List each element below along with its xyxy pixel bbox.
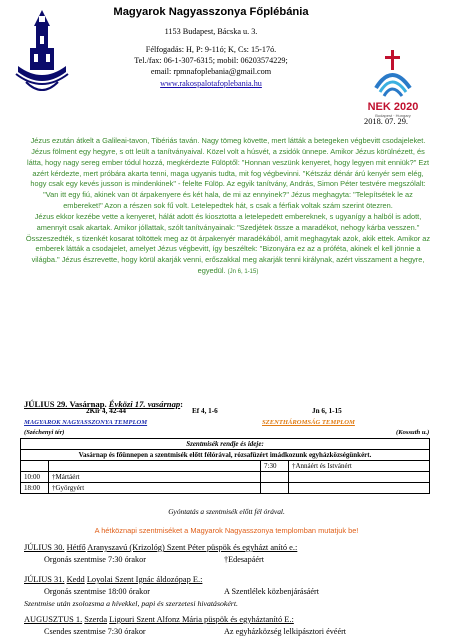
day-heading-3: [24, 615, 294, 624]
row-intention-1: †Mártáért: [49, 472, 261, 483]
bulletin-date: 2018. 07. 29.: [364, 117, 408, 126]
church-1-place: (Széchenyi tér): [24, 429, 65, 436]
row-time-1: [21, 461, 49, 472]
day-1-saint: Aranyszavú (Krizológ) Szent Péter püspök és egyházt anító e.:: [87, 543, 298, 552]
sunday-heading: JÚLIUS 29. Vasárnap. Évközi 17. vasárnap:: [24, 399, 184, 409]
email-line: email: rpmnafoplebania@gmail.com: [150, 67, 272, 77]
day-3-mass: [44, 627, 347, 636]
day-3-intention: Az egyházközség lelkipásztori évéért: [224, 627, 347, 636]
day-2-saint: Loyolai Szent Ignác áldozópap E.:: [86, 575, 203, 584]
day-3-saint: Ligouri Szent Alfonz Mária püspök és egyháztanító E.:: [109, 615, 294, 624]
row-time-1: 18:00: [21, 483, 49, 494]
day-3-day: Szerda: [84, 615, 108, 624]
nek-2020-logo: [358, 48, 428, 128]
day-heading-2: [24, 575, 202, 584]
gospel-reference: (Jn 6, 1-15): [227, 269, 259, 276]
nek-logo-text: NEK 2020: [367, 101, 419, 113]
row-intention-1: [49, 461, 261, 472]
confession-note: Gyóntatás a szentmisék előtt fél órával.: [168, 507, 285, 516]
table-title: Szentmisék rendje és ideje:: [21, 439, 430, 450]
reading-3: Jn 6, 1-15: [312, 407, 342, 415]
gospel-paragraph-2-text: Jézus ekkor kezébe vette a kenyeret, hálát adott és kiosztotta a letelepedett embereknek, s ugyanígy a halból is adott, amennyit csak akartak. Amikor jóllattak, szólt tanítványainak: "Szedjétek össze a maradékot, nehogy kárba vesszen." Összeszedték, s tizenkét kosarat töltöttek meg az öt árpakenyér maradékából, amit meghagytak azok, akik ettek. Amikor az emberek látták a csodajelet, amelyet Jézus végbevitt, így beszéltek: "Bizonyára ez az a próféta, akinek el kell jönnie a világba." Jézus észrevette, hogy körül akarják venni, erőszakkal meg akarják tenni királynak, azért visszament a hegyre, egyedül.: [25, 211, 431, 276]
day-3-mass-label: Csendes szentmise 7:30 órakor: [44, 627, 146, 636]
gospel-paragraph-2: [24, 212, 432, 278]
table-note: Vasárnap és főünnepen a szentmisék előtt félórával, rózsafüzért imádkozunk egyházközségünkért.: [21, 450, 430, 461]
day-3-date: AUGUSZTUS 1.: [24, 615, 83, 624]
table-row: [21, 461, 430, 472]
row-intention-2: †Annáért és Istvánért: [289, 461, 430, 472]
gospel-paragraph-1: Jézus ezután átkelt a Galileai-tavon, Tibériás taván. Nagy tömeg követte, mert látták a betegeken végbevitt csodajeleket. Jézus fölment egy hegyre, s ott leült a tanítványaival. Közel volt a húsvét, a zsidók ünnepe. Amikor Jézus körülnézett, és látta, hogy nagy sereg ember tódul hozzá, megkérdezte Fülöptől: "Honnan veszünk kenyeret, hogy legyen mit enniük?" Ezt azért kérdezte, mert próbára akarta tenni, maga ugyanis tudta, mit fog végbevinni. "Kétszáz dénár árú kenyér sem elég, hogy csak egy kevés jusson is mindenkinek" - felelte Fülöp. Az egyik tanítvány, András, Simon Péter testvére megszólalt: "Van itt egy fiú, akinek van öt árpakenyere és két hala, de mi az ennyinek?" Jézus meghagyta: "Telepítsétek le az embereket!" Azon a részen sok fű volt. Letelepedtek hát, s csak a férfiak voltak szám szerint ötezren.: [26, 136, 430, 211]
table-row: [21, 483, 430, 494]
sunday-feast: Évközi 17. vasárnap: [108, 399, 181, 409]
day-2-mass: [44, 587, 320, 596]
row-time-1: 10:00: [21, 472, 49, 483]
parish-title: Magyarok Nagyasszonya Főplébánia: [113, 6, 309, 18]
reading-1: 2Kir 4, 42-44: [86, 407, 126, 415]
day-1-day: Hétfő: [66, 543, 86, 552]
day-1-date: JÚLIUS 30.: [24, 543, 65, 552]
day-2-note: Szentmise után zsolozsma a hívekkel, papi és szerzetesi hivatásokért.: [24, 599, 238, 608]
row-intention-2: [289, 483, 430, 494]
day-2-mass-label: Orgonás szentmise 18:00 órakor: [44, 587, 151, 596]
parish-header: [82, 4, 340, 89]
row-intention-1: †Györgyért: [49, 483, 261, 494]
mass-schedule-table: [20, 438, 430, 494]
weekday-note: A hétköznapi szentmiséket a Magyarok Nagyasszonya templomban mutatjuk be!: [94, 526, 359, 535]
sunday-date: JÚLIUS 29. Vasárnap: [24, 399, 105, 409]
church-2-place: (Kossuth u.): [396, 429, 430, 436]
church-1-name: MAGYAROK NAGYASSZONYA TEMPLOM: [24, 419, 148, 426]
website-link[interactable]: www.rakospalotafoplebania.hu: [160, 78, 262, 88]
day-2-intention: A Szentlélek közbenjárásáért: [224, 587, 320, 596]
office-hours: Félfogadás: H, P: 9-11ó; K, Cs: 15-17ó.: [145, 45, 277, 54]
day-1-mass-label: Orgonás szentmise 7:30 órakor: [44, 555, 146, 564]
parish-address: 1153 Budapest, Bácska u. 3.: [164, 27, 258, 36]
day-1-mass: [44, 555, 265, 564]
phone-line: Tel./fax: 06-1-307-6315; mobil: 06203574229;: [134, 56, 288, 66]
row-time-2: [261, 483, 289, 494]
row-intention-2: [289, 472, 430, 483]
reading-2: Ef 4, 1-6: [192, 407, 218, 415]
nek-logo-sub: Budapest · Hungary: [375, 113, 411, 118]
table-row: [21, 472, 430, 483]
row-time-2: 7:30: [261, 461, 289, 472]
church-2-name: SZENTHÁROMSÁG TEMPLOM: [262, 419, 355, 426]
day-2-day: Kedd: [66, 575, 85, 584]
day-2-date: JÚLIUS 31.: [24, 575, 65, 584]
day-heading-1: [24, 543, 297, 552]
day-1-intention: †Edesapáért: [224, 555, 265, 564]
row-time-2: [261, 472, 289, 483]
gospel-text: [24, 136, 432, 278]
church-logo: [12, 8, 72, 100]
